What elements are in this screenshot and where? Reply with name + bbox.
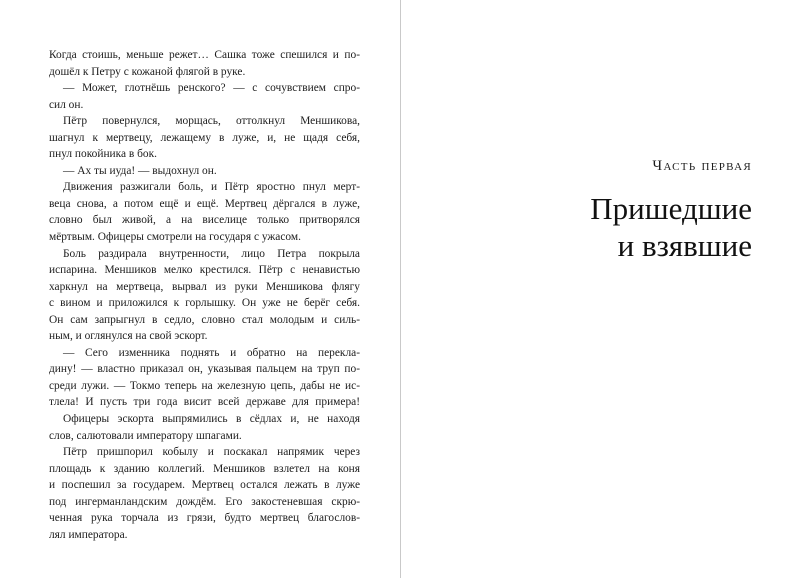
text-line: под ингерманландским дождём. Его закостеневшая скрю- [49,495,360,508]
right-page [401,0,800,578]
text-line: Пётр пришпорил кобылу и поскакал напрямик через [63,446,360,459]
text-line: и поспешил за государем. Мертвец остался лежать в луже [49,479,360,492]
text-line: испарина. Меншиков мелко крестился. Пётр с ненавистью [49,264,360,277]
part-label: Часть первая [652,158,752,174]
text-line: мёртвым. Офицеры смотрели на государя с ужасом. [49,231,301,244]
text-line: — Может, глотнёшь ренского? — с сочувствием спро- [63,82,360,95]
text-line: Когда стоишь, меньше режет… Сашка тоже спешился и по- [49,49,360,61]
text-line: Пётр повернулся, морщась, оттолкнул Меншикова, [63,115,360,128]
text-line: словно был живой, а на виселице только притворялся [49,214,360,227]
text-line: веца снова, а потом ещё и ещё. Мертвец дёргался в луже, [49,197,360,210]
text-line: пнул покойника в бок. [49,148,158,161]
chapter-title-line-1: Пришедшие [590,191,752,226]
text-line: — Сего изменника поднять и обратно на перекла- [63,346,360,359]
text-line: — Ах ты иуда! — выдохнул он. [63,164,217,177]
text-line: Он сам запрыгнул в седло, словно стал молодым и силь- [49,313,360,326]
text-line: среди лужи. — Токмо теперь на железную цепь, дабы не ис- [49,379,360,392]
text-line: лял императора. [49,528,128,541]
text-line: ным, и оглянулся на свой эскорт. [49,330,208,343]
text-line: площадь к зданию коллегий. Меншиков взлетел на коня [49,462,360,475]
body-text [49,47,360,543]
text-line: Офицеры эскорта выпрямились в сёдлах и, не находя [63,413,360,426]
text-line: дину! — властно приказал он, указывая пальцем на труп по- [49,363,360,376]
text-line: шагнул к мертвецу, лежащему в луже, и, не щадя себя, [49,131,360,144]
text-line: слов, салютовали императору шпагами. [49,429,242,442]
text-line: дошёл к Петру с кожаной флягой в руке. [49,65,246,78]
text-line: Движения разжигали боль, и Пётр яростно пнул мерт- [63,181,360,194]
text-line: сил он. [49,98,84,111]
chapter-title-line-2: и взявшие [617,228,752,263]
text-line: харкнул на мертвеца, вырвал из руки Меншикова флягу [49,280,360,293]
text-line: ченная рука торчала из грязи, будто мертвец благослов- [49,512,360,525]
text-line: тлела! И пусть три года висит всей державе для примера! [49,396,360,409]
text-line: с вином и приложился к горлышку. Он уже не берёг себя. [49,297,360,310]
text-line: Боль раздирала внутренности, лицо Петра покрыла [63,247,360,260]
chapter-title [590,190,752,264]
